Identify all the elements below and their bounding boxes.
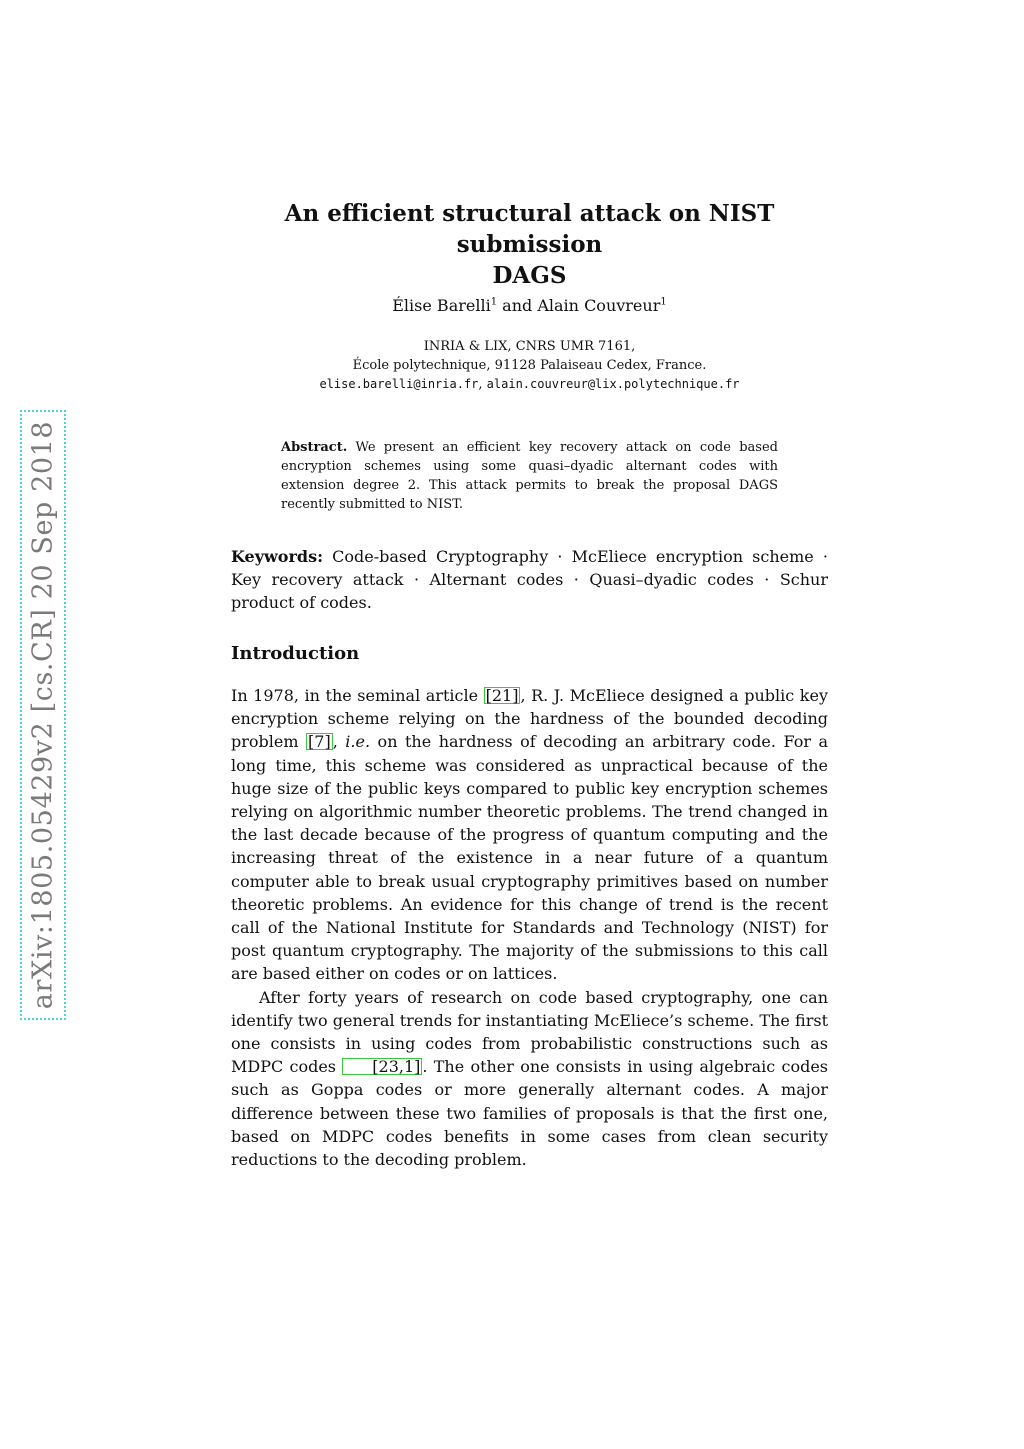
para2-text-2: . The other one consists in using algebraic codes such as Goppa codes or more generally alternant codes. A major difference between these two families of proposals is that the first one, based on MDPC codes benefits in some cases from clean security reductions to the decoding problem. <box>231 1057 828 1170</box>
keywords <box>231 545 828 614</box>
para1-ie: i.e. <box>345 732 371 752</box>
citation-21[interactable]: [21] <box>485 686 519 705</box>
paper-title <box>231 198 828 291</box>
abstract-text: We present an efficient key recovery attack on code based encryption schemes using some quasi–dyadic alternant codes with extension degree 2. This attack permits to break the proposal DAGS recently submitted to NIST. <box>281 440 778 512</box>
email-separator: , <box>478 377 487 392</box>
title-line-1: An efficient structural attack on NIST submission <box>284 200 775 258</box>
para2-text-1: After forty years of research on code based cryptography, one can identify two general trends for instantiating McEliece’s scheme. The first one consists in using codes from probabilistic constructions such as MDPC codes <box>231 987 828 1077</box>
title-line-2: DAGS <box>492 262 567 289</box>
paragraph-2 <box>231 986 828 1172</box>
email-line <box>231 375 828 394</box>
affiliation-block <box>231 337 828 394</box>
email-1: elise.barelli@inria.fr <box>319 377 479 391</box>
citation-7[interactable]: [7] <box>308 732 331 752</box>
author-list <box>231 296 828 315</box>
abstract-label: Abstract. <box>281 440 348 455</box>
affiliation-line-2: École polytechnique, 91128 Palaiseau Cedex, France. <box>352 358 707 373</box>
author-2-affiliation-mark: 1 <box>660 296 667 308</box>
keywords-text: Code-based Cryptography · McEliece encryption scheme · Key recovery attack · Alternant codes · Quasi–dyadic codes · Schur product of codes. <box>231 547 828 612</box>
author-2: and Alain Couvreur <box>502 296 661 315</box>
para1-text-2: , R. J. McEliece designed a public key encryption scheme relying on the hardness of the bounded decoding problem <box>231 686 829 752</box>
abstract <box>281 438 778 514</box>
para1-text-4: on the hardness of decoding an arbitrary code. For a long time, this scheme was considered as unpractical because of the huge size of the public keys compared to public key encryption schemes relying on algorithmic number theoretic problems. The trend changed in the last decade because of the progress of quantum computing and the increasing threat of the existence in a near future of a quantum computer able to break usual cryptography primitives based on number theoretic problems. An evidence for this change of trend is the recent call of the National Institute for Standards and Technology (NIST) for post quantum cryptography. The majority of the submissions to this call are based either on codes or on lattices. <box>231 732 829 984</box>
keywords-label: Keywords: <box>231 547 324 566</box>
introduction-body <box>231 684 828 1171</box>
arxiv-identifier: arXiv:1805.05429v2 [cs.CR] 20 Sep 2018 <box>27 420 59 1010</box>
para1-text-1: In 1978, in the seminal article <box>231 686 484 705</box>
para1-text-3: , <box>332 732 346 752</box>
paragraph-1 <box>231 684 828 986</box>
arxiv-stamp <box>20 410 66 1020</box>
author-1-affiliation-mark: 1 <box>490 296 498 308</box>
author-1: Élise Barelli <box>392 296 491 315</box>
citation-23-1[interactable]: [23,1] <box>342 1058 422 1075</box>
affiliation-line-1: INRIA & LIX, CNRS UMR 7161, <box>423 339 636 354</box>
email-2: alain.couvreur@lix.polytechnique.fr <box>486 377 740 391</box>
section-heading-introduction: Introduction <box>231 643 360 664</box>
